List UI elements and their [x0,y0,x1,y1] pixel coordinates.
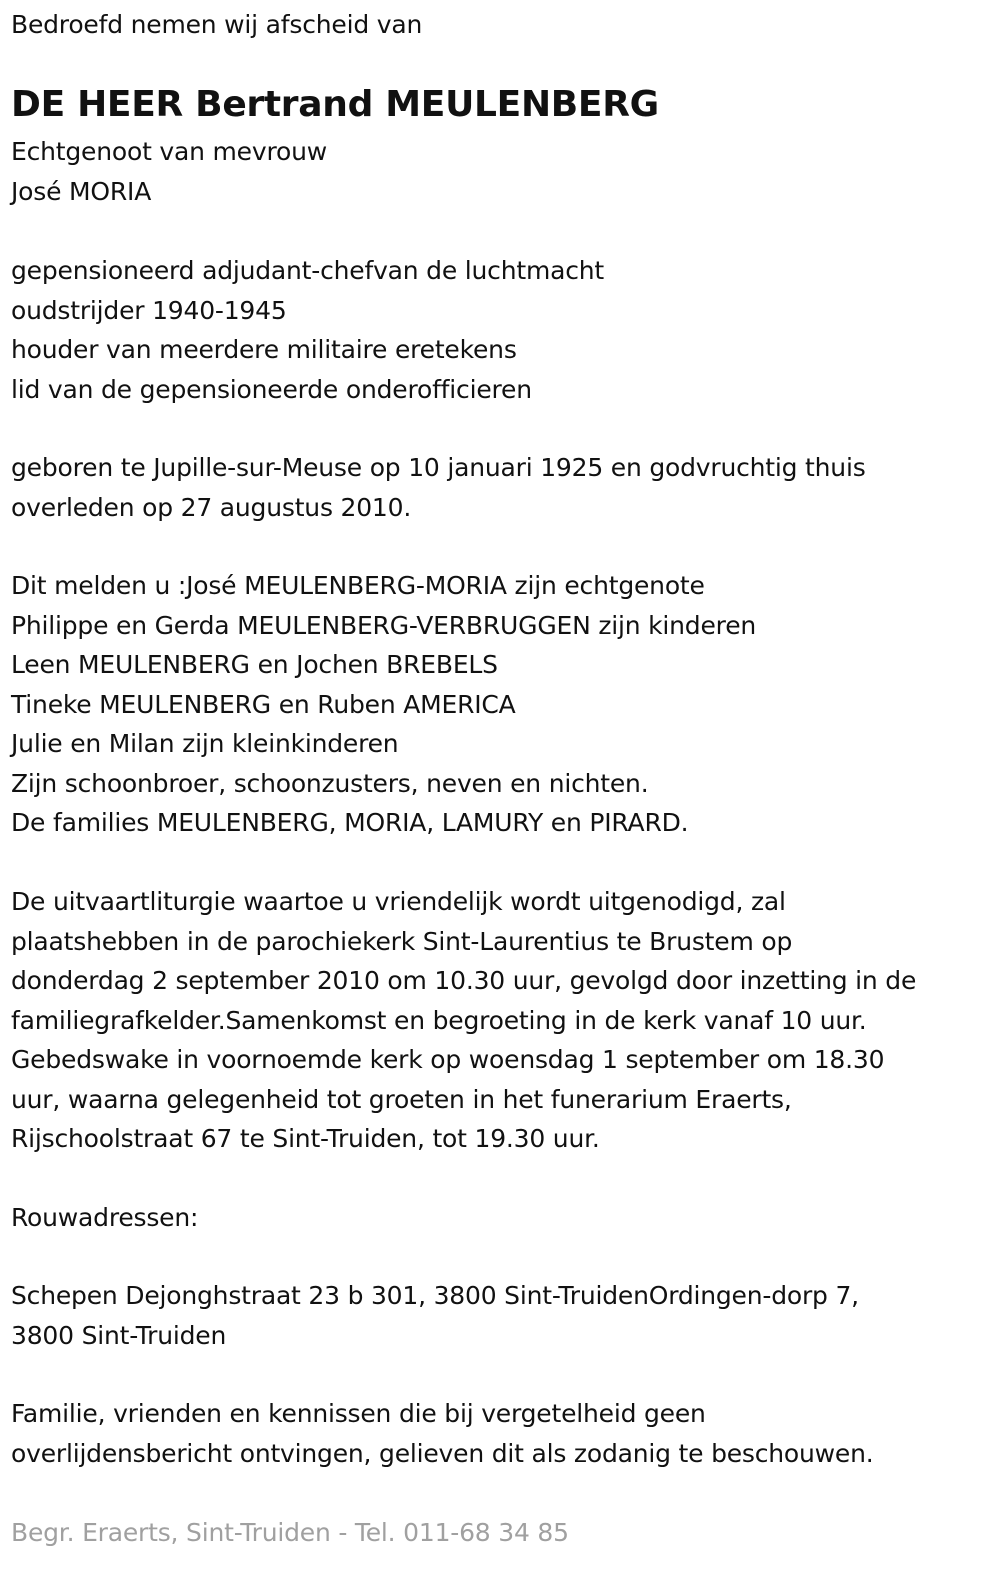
birth-death-section [11,448,866,527]
birth-death-line: geboren te Jupille-sur-Meuse op 10 januari 1925 en godvruchtig thuis [11,453,866,482]
funeral-line: donderdag 2 september 2010 om 10.30 uur, gevolgd door inzetting in de [11,966,917,995]
spouse-line: José MORIA [11,176,152,206]
intro-text: Bedroefd nemen wij afscheid van [11,10,423,39]
career-line: houder van meerdere militaire eretekens [11,335,517,364]
spouse-line: Echtgenoot van mevrouw [11,137,327,166]
family-line: Tineke MEULENBERG en Ruben AMERICA [11,689,516,719]
funeral-line: Rijschoolstraat 67 te Sint-Truiden, tot 19.30 uur. [11,1124,600,1153]
funeral-line: Gebedswake in voornoemde kerk op woensdag 1 september om 18.30 [11,1045,885,1074]
closing-line: Familie, vrienden en kennissen die bij vergetelheid geen [11,1399,706,1428]
funeral-line: familiegrafkelder.Samenkomst en begroeting in de kerk vanaf 10 uur. [11,1005,867,1035]
address-label: Rouwadressen: [11,1203,199,1232]
career-line: lid van de gepensioneerde onderofficieren [11,374,532,404]
funeral-line: uur, waarna gelegenheid tot groeten in het funerarium Eraerts, [11,1084,792,1114]
family-section [11,566,756,843]
funeral-home-footer: Begr. Eraerts, Sint-Truiden - Tel. 011-68 34 85 [11,1518,569,1547]
family-line: Leen MEULENBERG en Jochen BREBELS [11,650,498,679]
career-line: gepensioneerd adjudant-chefvan de luchtmacht [11,256,605,285]
address-section [11,1276,859,1355]
career-section [11,251,604,409]
funeral-section [11,882,916,1159]
spouse-section [11,132,327,211]
family-line: Dit melden u :José MEULENBERG-MORIA zijn echtgenote [11,571,705,600]
address-line: Schepen Dejonghstraat 23 b 301, 3800 Sint-TruidenOrdingen-dorp 7, [11,1281,859,1310]
funeral-line: plaatshebben in de parochiekerk Sint-Laurentius te Brustem op [11,926,793,956]
deceased-name: DE HEER Bertrand MEULENBERG [11,84,659,125]
closing-section [11,1394,874,1473]
family-line: Philippe en Gerda MEULENBERG-VERBRUGGEN zijn kinderen [11,610,757,640]
address-line: 3800 Sint-Truiden [11,1320,227,1350]
family-line: De families MEULENBERG, MORIA, LAMURY en PIRARD. [11,808,689,837]
career-line: oudstrijder 1940-1945 [11,295,287,325]
family-line: Julie en Milan zijn kleinkinderen [11,729,399,758]
family-line: Zijn schoonbroer, schoonzusters, neven en nichten. [11,768,649,798]
funeral-line: De uitvaartliturgie waartoe u vriendelijk wordt uitgenodigd, zal [11,887,786,916]
closing-line: overlijdensbericht ontvingen, gelieven dit als zodanig te beschouwen. [11,1438,874,1468]
birth-death-line: overleden op 27 augustus 2010. [11,492,412,522]
address-section-label [11,1198,198,1238]
